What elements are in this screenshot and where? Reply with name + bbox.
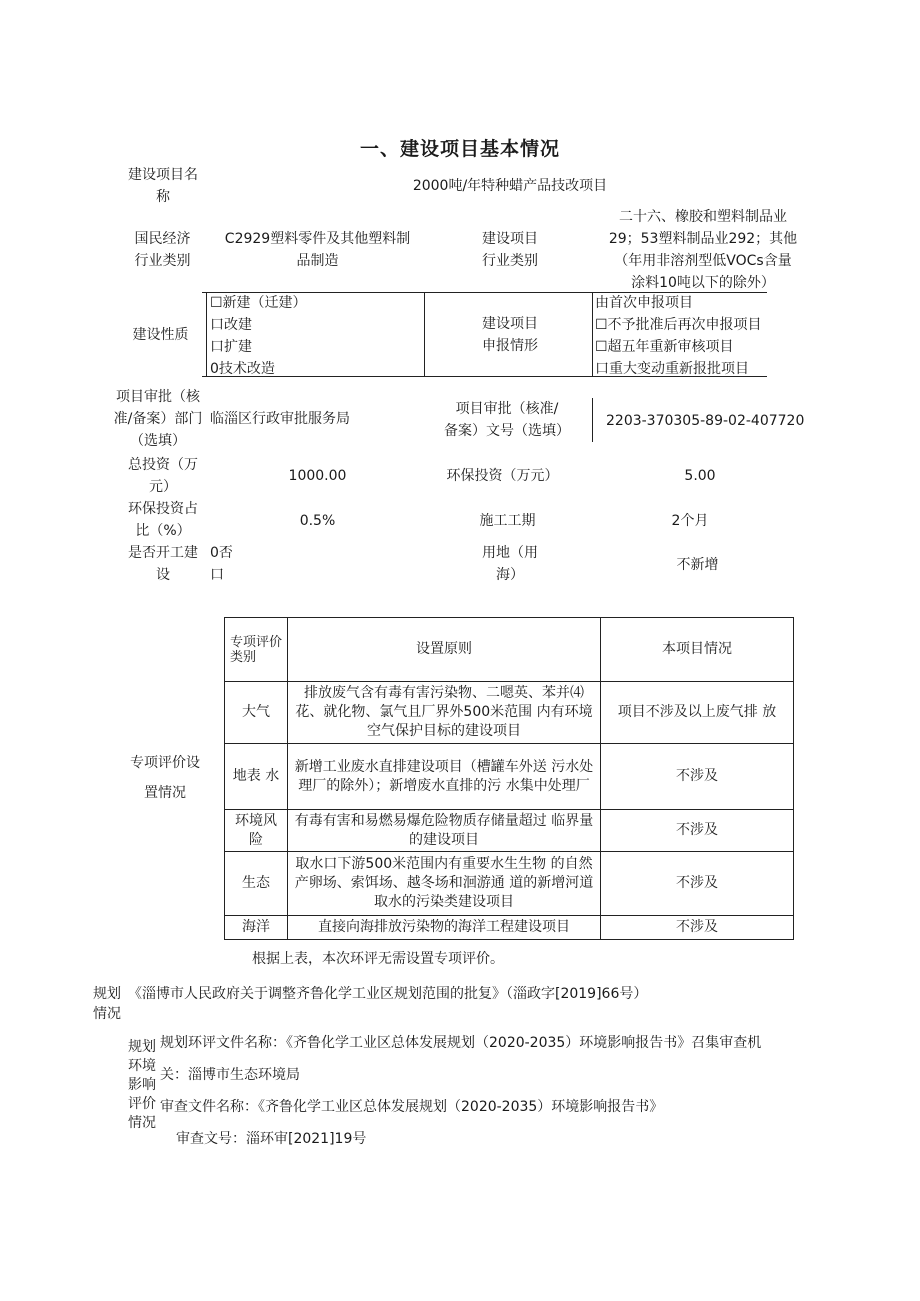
declare-option-first[interactable]: 由首次申报项目 [595,295,693,311]
period-value: 2个月 [671,513,709,529]
label-line: 建设项目名 [128,167,198,183]
started-options [210,542,233,586]
row-result: 不涉及 [601,916,794,940]
env-ratio-label [118,498,208,542]
label-line: 影响 [128,1077,156,1093]
total-invest-value: 1000.00 [288,468,347,484]
declare-label [465,313,555,357]
label-line: 规划 [128,1039,156,1055]
row-kind: 海洋 [225,916,288,940]
env-ratio-value: 0.5% [299,513,336,529]
planning-eia-line2: 关：淄博市生态环境局 [160,1067,300,1083]
label-line: 规划 [93,986,121,1002]
row-principle: 排放废气含有毒有害污染物、二嗯英、苯并⑷花、就化物、氯气且厂界外500米范围 内有环境空气保护目标的建设项目 [288,682,601,744]
table-row [225,682,794,744]
planning-eia-line4: 审查文号：淄环审[2021]19号 [176,1131,367,1147]
label-line: 情况 [128,1115,156,1131]
label-line: 称 [156,189,170,205]
rule [206,293,207,376]
special-eval-table [224,617,794,940]
period-label: 施工工期 [479,513,536,529]
row-kind: 地表 水 [225,744,288,810]
nature-option-new[interactable]: ☐新建（迁建） [210,295,307,311]
header-principle: 设置原则 [288,618,601,682]
table-row [225,852,794,916]
env-invest-value: 5.00 [684,468,716,484]
row-kind: 生态 [225,852,288,916]
label-line: 环保投资占 [128,501,198,517]
nature-label: 建设性质 [132,327,189,343]
table-header-row [225,618,794,682]
total-invest-label [118,454,208,498]
label-line: 行业类别 [482,253,538,269]
approval-dept-value: 临淄区行政审批服务局 [210,411,350,427]
table-row [225,916,794,940]
row-kind: 大气 [225,682,288,744]
rule [424,293,425,376]
approval-no-label [432,398,582,442]
label-line: 建设项目 [482,231,538,247]
header-result: 本项目情况 [601,618,794,682]
declare-option-reapply[interactable]: ☐不予批准后再次申报项目 [595,317,762,333]
land-label [465,542,555,586]
label-line: 元） [149,479,177,495]
value-line: 29；53塑料制品业292；其他 [608,231,798,247]
approval-dept-label [108,386,208,452]
row-kind: 环境风险 [225,810,288,852]
row-principle: 新增工业废水直排建设项目（槽罐车外送 污水处理厂的除外）；新增废水直排的污 水集中处理厂 [288,744,601,810]
project-name-label [118,164,208,208]
value-line: 涂料10吨以下的除外） [631,275,775,291]
label-line: 环境 [128,1058,156,1074]
planning-value: 《淄博市人民政府关于调整齐鲁化学工业区规划范围的批复》（淄政字[2019]66号） [128,986,648,1002]
row-result: 不涉及 [601,810,794,852]
planning-label [93,984,121,1024]
industry-label [120,228,205,272]
declare-options [595,292,762,380]
label-line: 项目审批（核准/ [455,401,559,417]
label-line: 是否开工建 [128,545,198,561]
special-label [110,748,220,808]
planning-eia-label [128,1038,156,1133]
rule [592,398,593,442]
label-line: 置情况 [144,785,186,801]
project-industry-value [588,206,818,294]
label-line: 备案）文号（选填） [444,423,570,439]
value-line: C2929塑料零件及其他塑料制 [224,231,411,247]
row-result: 不涉及 [601,744,794,810]
label-line: 准/备案）部门 [113,411,203,427]
row-principle: 直接向海排放污染物的海洋工程建设项目 [288,916,601,940]
row-principle: 有毒有害和易燃易爆危险物质存储量超过 临界量的建设项目 [288,810,601,852]
label-line: 申报情形 [482,338,538,354]
value-line: 品制造 [296,253,339,269]
header-kind: 专项评价类别 [225,618,288,682]
approval-no-value: 2203-370305-89-02-407720 [606,413,805,429]
label-line: 建设项目 [482,316,538,332]
label-line: 国民经济 [134,231,191,247]
project-name-value: 2000吨/年特种蜡产品技改项目 [412,178,608,194]
label-line: 行业类别 [134,253,191,269]
rule [592,293,593,376]
started-option-yes[interactable]: 口 [210,567,224,583]
table-row [225,744,794,810]
value-line: 二十六、橡胶和塑料制品业 [619,209,787,225]
nature-option-tech[interactable]: 0技术改造 [210,361,275,377]
special-conclusion: 根据上表，本次环评无需设置专项评价。 [252,951,504,967]
label-line: 项目审批（核 [116,389,200,405]
value-line: （年用非溶剂型低VOCs含量 [614,253,792,269]
land-value: 不新增 [676,557,719,573]
planning-eia-line3: 审查文件名称：《齐鲁化学工业区总体发展规划（2020-2035）环境影响报告书》 [160,1099,664,1115]
declare-option-major-change[interactable]: 口重大变动重新报批项目 [595,361,749,377]
env-invest-label: 环保投资（万元） [446,468,559,484]
nature-option-rebuild[interactable]: 口改建 [210,317,252,333]
label-line: 比（%） [135,523,191,539]
label-line: 情况 [93,1006,121,1022]
page-title: 一、建设项目基本情况 [359,138,560,160]
declare-option-five-year[interactable]: ☐超五年重新审核项目 [595,339,734,355]
nature-option-expand[interactable]: 口扩建 [210,339,252,355]
label-line: （选填） [130,433,186,449]
row-result: 项目不涉及以上废气排 放 [601,682,794,744]
label-line: 专项评价设 [130,755,200,771]
row-principle: 取水口下游500米范围内有重要水生生物 的自然产卵场、索饵场、越冬场和洄游通 道的新增河道取水的污染类建设项目 [288,852,601,916]
label-line: 评价 [128,1096,156,1112]
started-label [118,542,208,586]
industry-value [210,228,425,272]
table-row [225,810,794,852]
label-line: 海） [496,567,524,583]
label-line: 用地（用 [482,545,538,561]
nature-options [210,292,307,380]
label-line: 设 [156,567,170,583]
label-line: 总投资（万 [128,457,198,473]
started-option-no[interactable]: 0否 [210,545,233,561]
row-result: 不涉及 [601,852,794,916]
planning-eia-line1: 规划环评文件名称：《齐鲁化学工业区总体发展规划（2020-2035）环境影响报告书》召集审查机 [160,1035,762,1051]
project-industry-label [465,228,555,272]
